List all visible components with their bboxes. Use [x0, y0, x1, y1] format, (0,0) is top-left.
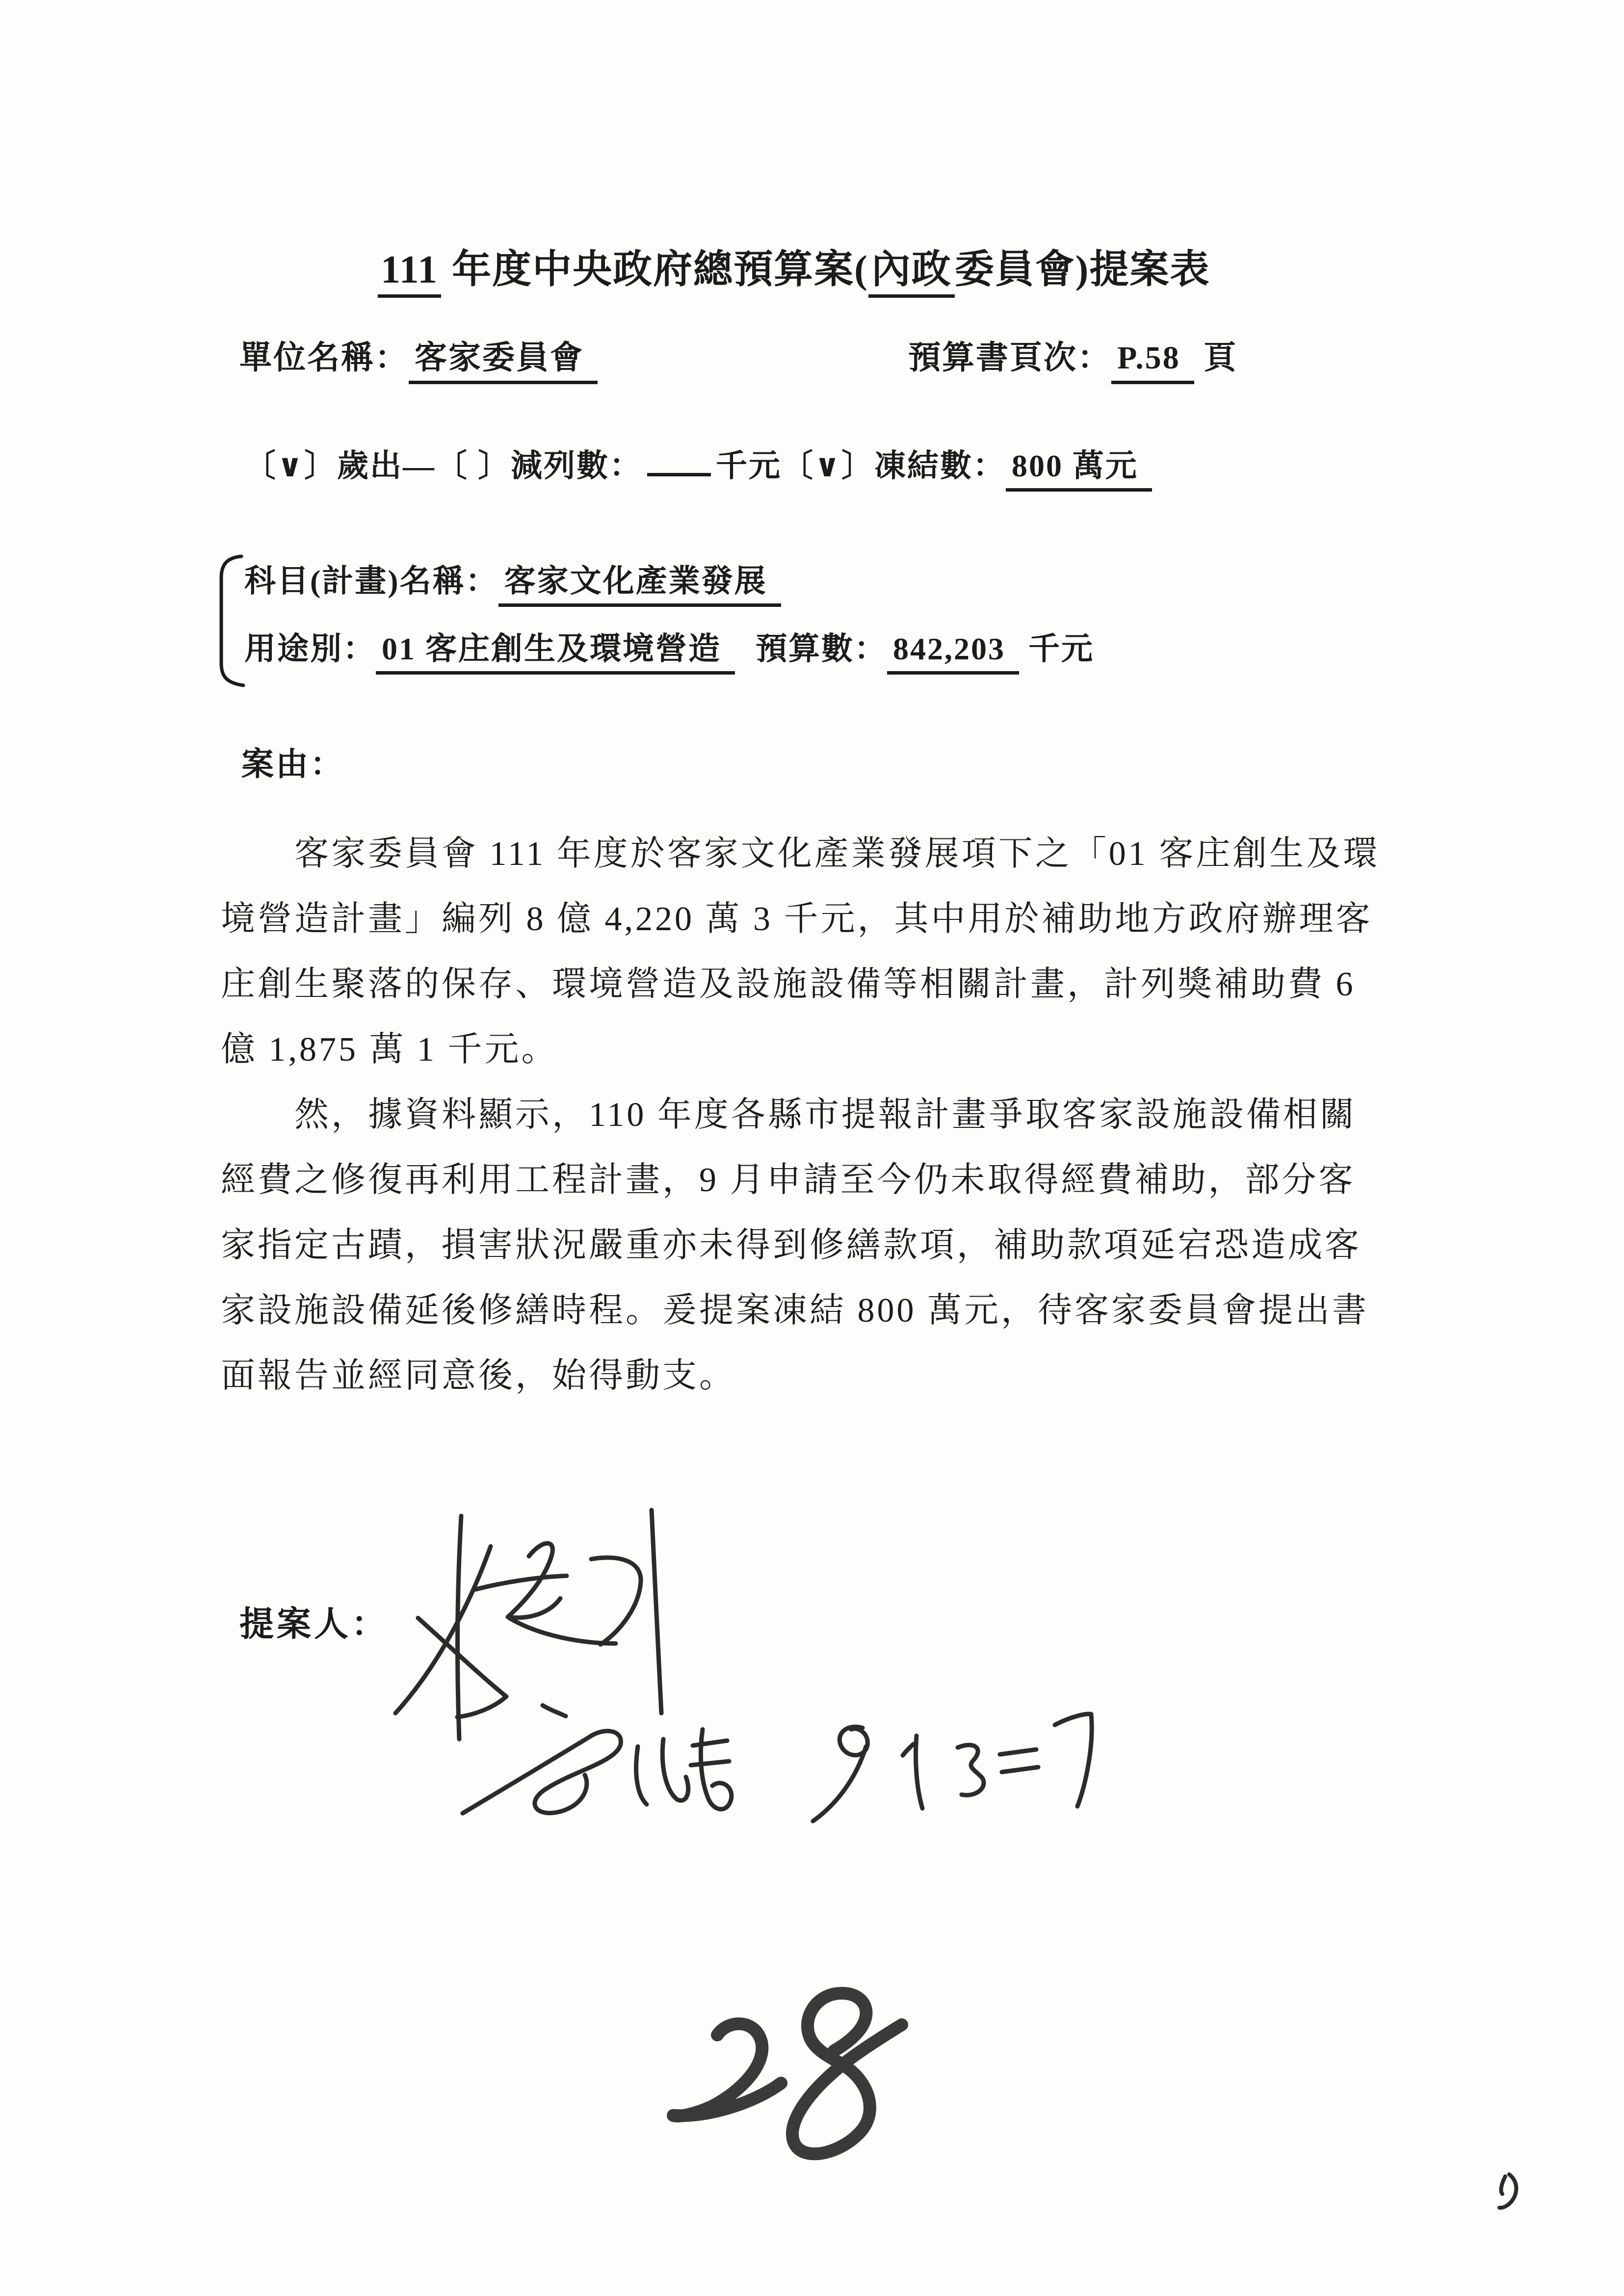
case-text-line: 客家委員會 111 年度於客家文化產業發展項下之「01 客庄創生及環	[221, 835, 1380, 873]
checkbox-expenditure-checked: 〔∨〕	[244, 448, 337, 483]
proposer-signature-1	[395, 1510, 661, 1739]
checkbox-cut-empty: 〔 〕	[435, 448, 511, 483]
case-text-line: 億 1,875 萬 1 千元。	[221, 1031, 558, 1069]
case-text-line: 境營造計畫」編列 8 億 4,220 萬 3 千元，其中用於補助地方政府辦理客	[221, 900, 1373, 938]
checkbox-freeze-checked: 〔∨〕	[781, 448, 874, 483]
proposer-label: 提案人：	[239, 1606, 389, 1644]
case-text-line: 家指定古蹟，損害狀況嚴重亦未得到修繕款項，補助款項延宕恐造成客	[221, 1226, 1362, 1264]
title-tail: 委員會)提案表	[954, 248, 1210, 291]
case-text-line: 經費之修復再利用工程計畫，9 月申請至今仍未取得經費補助，部分客	[221, 1161, 1356, 1199]
budget-amount-unit: 千元	[1028, 631, 1094, 666]
case-text-line: 家設施設備延後修繕時程。爰提案凍結 800 萬元，待客家委員會提出書	[221, 1292, 1369, 1330]
budget-page-unit: 頁	[1204, 340, 1238, 376]
unit-name-value: 客家委員會	[409, 340, 598, 384]
freeze-label: 凍結數：	[874, 448, 1006, 483]
budget-page-label: 預算書頁次：	[908, 340, 1111, 376]
title-committee: 內政	[868, 248, 955, 298]
subject-value: 客家文化產業發展	[498, 564, 781, 607]
case-text-line: 庄創生聚落的保存、環境營造及設施設備等相關計畫，計列獎補助費 6	[221, 965, 1356, 1003]
cut-label: 減列數：	[510, 448, 642, 483]
case-text-line: 然，據資料顯示，110 年度各縣市提報計畫爭取客家設施設備相關	[221, 1096, 1357, 1134]
cut-unit: 千元	[715, 448, 782, 483]
proposer-signature-2	[463, 1705, 732, 1813]
title-mid: 年度中央政府總預算案(	[441, 248, 868, 291]
case-reason-label: 案由：	[241, 747, 344, 783]
title-year: 111	[378, 248, 441, 298]
freeze-value: 800 萬元	[1006, 448, 1152, 492]
usage-value: 01 客庄創生及環境營造	[376, 631, 735, 675]
handwritten-page-number	[673, 1993, 902, 2154]
budget-amount-label: 預算數：	[756, 631, 887, 666]
unit-name-label: 單位名稱：	[239, 340, 409, 376]
subject-label: 科目(計畫)名稱：	[244, 564, 498, 599]
budget-page-value: P.58	[1111, 340, 1194, 384]
expenditure-label: 歲出—	[337, 448, 436, 483]
case-text-line: 面報告並經同意後，始得動支。	[221, 1357, 736, 1395]
budget-amount-value: 842,203	[887, 631, 1019, 675]
corner-pen-mark	[1499, 2174, 1516, 2208]
proposer-signature-3	[813, 1714, 1092, 1821]
usage-label: 用途別：	[244, 631, 376, 666]
